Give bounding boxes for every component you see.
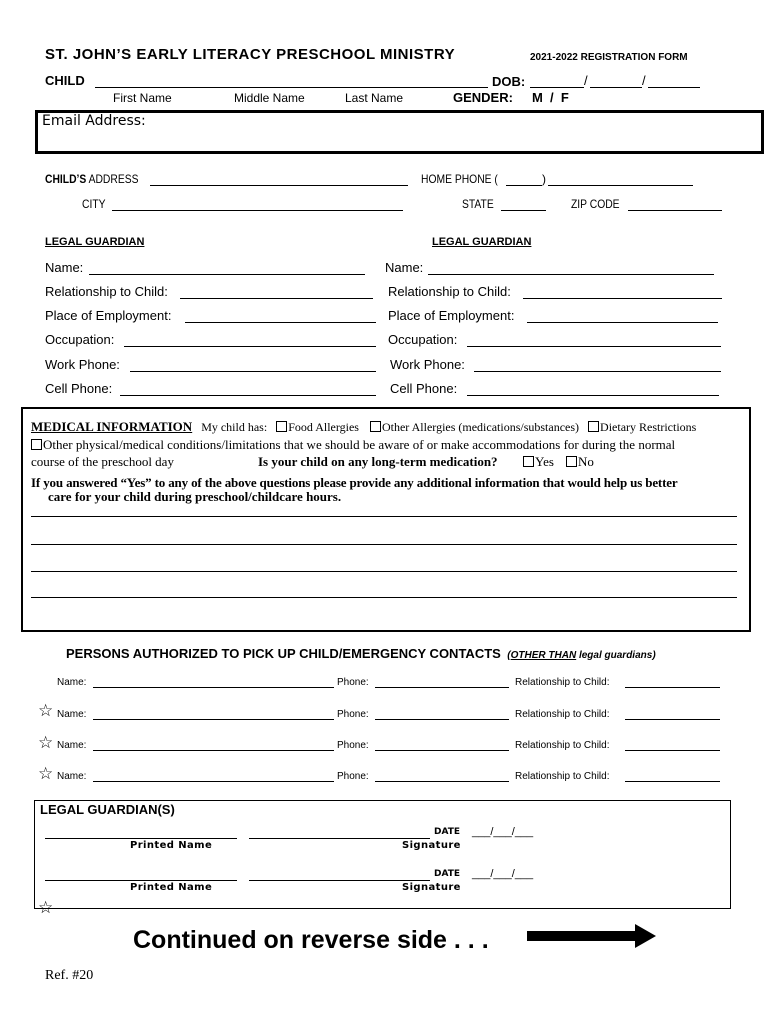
other-allergies-option[interactable]: Other Allergies (medications/substances) — [370, 420, 579, 434]
guardian-2-work-phone-line[interactable] — [474, 371, 721, 372]
guardian-1-heading: LEGAL GUARDIAN — [45, 236, 145, 248]
guardian-1-cell-phone-label: Cell Phone: — [45, 381, 113, 396]
guardian-1-cell-phone-line[interactable] — [120, 395, 376, 396]
dob-month-line[interactable] — [530, 87, 584, 88]
printed-name-caption-1: Printed Name — [130, 840, 213, 851]
contact-1-relationship-line[interactable] — [625, 687, 720, 688]
dob-separator: / — [642, 73, 646, 88]
contact-4-phone-line[interactable] — [375, 781, 509, 782]
contacts-heading: PERSONS AUTHORIZED TO PICK UP CHILD/EMERGENCY CONTACTS — [66, 646, 501, 661]
first-name-caption: First Name — [113, 91, 172, 105]
gender-options[interactable]: M / F — [532, 90, 569, 105]
contact-4-relationship-line[interactable] — [625, 781, 720, 782]
signature-caption-2: Signature — [402, 882, 461, 893]
right-arrow-icon — [527, 922, 657, 950]
home-phone-line[interactable] — [548, 185, 693, 186]
date-blank-1[interactable]: ___/___/___ — [472, 826, 534, 838]
food-allergies-checkbox[interactable] — [276, 421, 287, 432]
guardian-1-employment-label: Place of Employment: — [45, 308, 172, 323]
zip-label: ZIP CODE — [571, 197, 620, 211]
guardian-1-occupation-line[interactable] — [124, 346, 376, 347]
medication-no-option[interactable]: No — [566, 454, 594, 470]
contact-1-name-line[interactable] — [93, 687, 334, 688]
dob-separator: / — [584, 73, 588, 88]
dob-day-line[interactable] — [590, 87, 642, 88]
contact-4-phone-label: Phone: — [337, 771, 369, 782]
other-conditions-option[interactable]: Other physical/medical conditions/limitations that we should be aware of or make accommodations for during the normal — [31, 437, 675, 453]
other-allergies-checkbox[interactable] — [370, 421, 381, 432]
medication-question: Is your child on any long-term medication? — [258, 454, 498, 469]
dob-label: DOB: — [492, 74, 526, 89]
child-label: CHILD — [45, 73, 85, 88]
registration-form-label: 2021-2022 REGISTRATION FORM — [530, 52, 688, 63]
guardian-1-name-line[interactable] — [89, 274, 365, 275]
contact-1-relationship-label: Relationship to Child: — [515, 677, 610, 688]
contact-3-name-line[interactable] — [93, 750, 334, 751]
star-icon: ☆ — [38, 898, 54, 918]
state-line[interactable] — [501, 210, 546, 211]
star-icon: ☆ — [38, 701, 54, 721]
dob-year-line[interactable] — [648, 87, 700, 88]
course-of-preschool-text: course of the preschool day — [31, 454, 174, 469]
gender-label: GENDER: — [453, 90, 513, 105]
contact-2-relationship-line[interactable] — [625, 719, 720, 720]
if-yes-instructions-cont: care for your child during preschool/childcare hours. — [48, 489, 342, 504]
guardian-2-cell-phone-line[interactable] — [467, 395, 719, 396]
contact-3-phone-label: Phone: — [337, 740, 369, 751]
zip-line[interactable] — [628, 210, 722, 211]
home-phone-area-line[interactable] — [506, 185, 542, 186]
guardian-1-work-phone-line[interactable] — [130, 371, 376, 372]
contact-4-name-label: Name: — [57, 771, 87, 782]
guardian-2-occupation-line[interactable] — [467, 346, 721, 347]
signature-heading: LEGAL GUARDIAN(S) — [40, 802, 175, 817]
address-line[interactable] — [150, 185, 408, 186]
contact-4-relationship-label: Relationship to Child: — [515, 771, 610, 782]
form-title: ST. JOHN’S EARLY LITERACY PRESCHOOL MINISTRY — [45, 46, 456, 63]
guardian-2-cell-phone-label: Cell Phone: — [390, 381, 458, 396]
guardian-2-heading: LEGAL GUARDIAN — [432, 236, 532, 248]
reference-number: Ref. #20 — [45, 968, 94, 983]
contacts-note: (OTHER THAN legal guardians) — [507, 650, 656, 661]
guardian-1-work-phone-label: Work Phone: — [45, 357, 120, 372]
signature-caption-1: Signature — [402, 840, 461, 851]
contacts-heading-row — [66, 645, 656, 663]
printed-name-line-1[interactable] — [45, 838, 237, 839]
medication-no-checkbox[interactable] — [566, 456, 577, 467]
date-label-2: DATE — [434, 869, 461, 879]
printed-name-caption-2: Printed Name — [130, 882, 213, 893]
my-child-has-label: My child has: — [201, 420, 268, 434]
medication-yes-checkbox[interactable] — [523, 456, 534, 467]
contact-3-relationship-line[interactable] — [625, 750, 720, 751]
city-label: CITY — [82, 197, 106, 211]
contact-3-phone-line[interactable] — [375, 750, 509, 751]
guardian-2-name-line[interactable] — [428, 274, 714, 275]
medication-yes-option[interactable]: Yes — [523, 454, 554, 470]
guardian-2-employment-line[interactable] — [527, 322, 718, 323]
contact-1-phone-label: Phone: — [337, 677, 369, 688]
printed-name-line-2[interactable] — [45, 880, 237, 881]
contact-2-phone-label: Phone: — [337, 709, 369, 720]
middle-name-caption: Middle Name — [234, 91, 305, 105]
contact-1-name-label: Name: — [57, 677, 87, 688]
contact-4-name-line[interactable] — [93, 781, 334, 782]
medical-notes-line[interactable] — [31, 571, 737, 572]
city-line[interactable] — [112, 210, 403, 211]
home-phone-label: HOME PHONE ( — [421, 172, 498, 186]
guardian-2-name-label: Name: — [385, 260, 424, 275]
signature-line-1[interactable] — [249, 838, 430, 839]
dietary-restrictions-checkbox[interactable] — [588, 421, 599, 432]
medical-notes-line[interactable] — [31, 516, 737, 517]
guardian-1-employment-line[interactable] — [185, 322, 376, 323]
if-yes-instructions: If you answered “Yes” to any of the above questions please provide any additional information that would help us better — [31, 475, 678, 490]
medical-notes-line[interactable] — [31, 544, 737, 545]
contact-1-phone-line[interactable] — [375, 687, 509, 688]
guardian-1-occupation-label: Occupation: — [45, 332, 115, 347]
guardian-1-relationship-line[interactable] — [180, 298, 373, 299]
contact-2-name-label: Name: — [57, 709, 87, 720]
state-label: STATE — [462, 197, 494, 211]
guardian-1-name-label: Name: — [45, 260, 84, 275]
contact-2-relationship-label: Relationship to Child: — [515, 709, 610, 720]
medical-heading: MEDICAL INFORMATION — [31, 419, 193, 434]
childs-address-label: CHILD’S ADDRESS — [45, 172, 139, 186]
continued-text: Continued on reverse side . . . — [133, 926, 489, 954]
medical-options-row — [31, 419, 696, 435]
contact-3-relationship-label: Relationship to Child: — [515, 740, 610, 751]
guardian-2-employment-label: Place of Employment: — [388, 308, 515, 323]
star-icon: ☆ — [38, 764, 54, 784]
guardian-1-relationship-label: Relationship to Child: — [45, 284, 168, 299]
star-icon: ☆ — [38, 733, 54, 753]
other-conditions-checkbox[interactable] — [31, 439, 42, 450]
medical-notes-line[interactable] — [31, 597, 737, 598]
guardian-2-work-phone-label: Work Phone: — [390, 357, 465, 372]
guardian-2-relationship-line[interactable] — [523, 298, 722, 299]
home-phone-close: ) — [542, 172, 546, 186]
last-name-caption: Last Name — [345, 91, 404, 105]
food-allergies-option[interactable]: Food Allergies — [276, 420, 359, 434]
signature-line-2[interactable] — [249, 880, 430, 881]
child-name-line[interactable] — [95, 87, 488, 88]
contact-3-name-label: Name: — [57, 740, 87, 751]
date-blank-2[interactable]: ___/___/___ — [472, 868, 534, 880]
contact-2-name-line[interactable] — [93, 719, 334, 720]
guardian-2-occupation-label: Occupation: — [388, 332, 458, 347]
contact-2-phone-line[interactable] — [375, 719, 509, 720]
guardian-2-relationship-label: Relationship to Child: — [388, 284, 511, 299]
dietary-restrictions-option[interactable]: Dietary Restrictions — [588, 420, 696, 434]
email-label: Email Address: — [42, 113, 146, 129]
date-label-1: DATE — [434, 827, 461, 837]
